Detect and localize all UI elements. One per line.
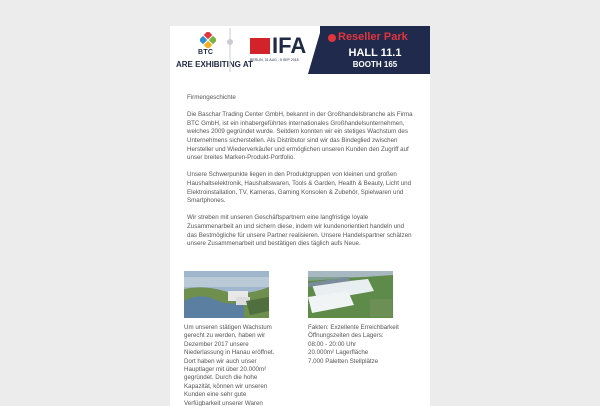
warehouse-aerial-photo (184, 271, 269, 318)
tv-tower-icon (225, 28, 235, 72)
exhibition-banner[interactable] (170, 26, 430, 74)
facts-line: 7.000 Paletten Stellplätze (308, 357, 379, 365)
ifa-logo (250, 34, 308, 66)
btc-logo-text: BTC (198, 49, 214, 56)
email-container (170, 26, 430, 406)
history-paragraph: Die Baschar Trading Center GmbH, bekannt in der Großhandelsbranche als Firma BTC GmbH, ist ein inhabergeführtes internationales Großhandelsunternehmen, welches 2009 gegründet wurde. Seitdem konnten wir ein stetiges Wachstum des Unternehmens sicherstellen. Als Distributor sind wir das Bindeglied zwischen Hersteller und Wiederverkäufer und ermöglichen unseren Kunden den Zugriff auf unser breites Marken-Produkt-Portfolio. (187, 111, 413, 162)
booth-label: BOOTH 165 (352, 60, 398, 69)
facts-line: Fakten: Exzellente Erreichbarkeit (308, 324, 399, 331)
partnership-paragraph: Wir streben mit unseren Geschäftspartnern eine langfristige loyale Zusammenarbeit an und sichern diese, indem wir kundenorientiert handeln und das Bestmögliche für unsere Partner realisieren. Unsere Handelspartner schätzen unsere Zusammenarbeit und bestätigen dies täglich aufs Neue. (187, 214, 412, 248)
ifa-logo-text: IFA (272, 33, 307, 58)
focus-paragraph: Unsere Schwerpunkte liegen in den Produktgruppen von kleinen und großen Haushaltselektronik, Haushaltswaren, Tools & Garden, Health & Beauty, Licht und Elektroinstallation, TV, Kameras, Gaming Konsolen & Zubehör, Spielwaren und Smartphones. (187, 171, 412, 205)
booth-banner-section (320, 26, 430, 74)
facts-line: 08:00 - 20:00 Uhr (308, 340, 357, 348)
facts-line: Öffnungszeiten des Lagers: (308, 332, 384, 340)
warehouse-caption: Um unseren stätigen Wachstum gerecht zu werden, haben wir Dezember 2017 unsere Niederlassung in Hanau eröffnet. Dort haben wir auch unser Hauptlager mit über 20.000m² gegründet. Durch die hohe Kapazität, können wir unseren Kunden eine sehr gute Verfügbarkeit unserer Waren (184, 324, 275, 406)
reseller-park-icon (328, 34, 336, 42)
btc-logo-icon (200, 32, 216, 48)
facts-line: 20.000m² Lagerfläche (308, 349, 369, 357)
exhibiting-label: ARE EXHIBITING AT (176, 60, 253, 69)
reseller-park-label: Reseller Park (338, 31, 408, 43)
section-heading: Firmengeschichte (187, 94, 236, 101)
hall-label: HALL 11.1 (348, 47, 402, 59)
ifa-dates: BERLIN, 31 AUG - 5 SEP 2018 (250, 58, 299, 62)
company-history (187, 94, 415, 257)
facts-caption (308, 324, 423, 366)
warehouse-buildings-photo (308, 271, 393, 318)
ifa-emblem-icon (250, 38, 270, 54)
